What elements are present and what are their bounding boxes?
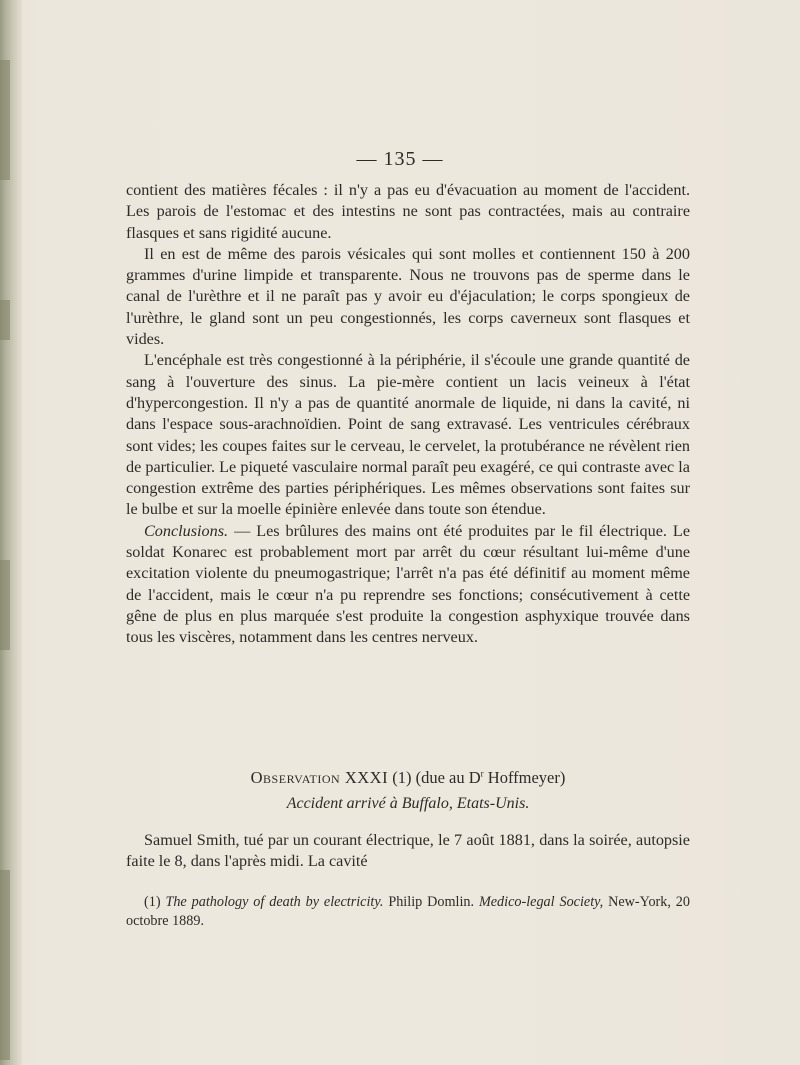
footnote bbox=[126, 893, 690, 931]
paragraph: Samuel Smith, tué par un courant électrique, le 7 août 1881, dans la soirée, autopsie faite le 8, dans l'après midi. La cavité bbox=[126, 831, 690, 871]
observation-attribution: (due au $D^r$ Hoffmeyer) bbox=[415, 768, 566, 787]
footnote-society: Medico-legal Society, bbox=[478, 894, 604, 910]
observation-note-ref: (1) bbox=[392, 768, 412, 787]
observation-text bbox=[126, 830, 690, 873]
paragraph bbox=[126, 521, 690, 649]
footnote-title: The pathology of death by electricity. bbox=[165, 894, 384, 910]
main-text bbox=[126, 180, 690, 649]
paragraph: Il en est de même des parois vésicales qui sont molles et contiennent 150 à 200 grammes d'urine limpide et transparente. Nous ne trouvons pas de sperme dans le canal de l'urèthre et il ne paraît pas y avoir eu d'éjaculation; le corps spongieux de l'urèthre, le gland sont un peu congestionnés, les corps caverneux sont flasques et vides. bbox=[126, 244, 690, 349]
footnote-place-date: New-York, 20 octobre 1889. bbox=[126, 894, 690, 929]
footnote-author: Philip Domlin. bbox=[383, 894, 479, 910]
binding-stain bbox=[0, 870, 10, 1060]
observation-subtitle: Accident arrivé à Buffalo, Etats-Unis. bbox=[286, 795, 530, 812]
paragraph: L'encéphale est très congestionné à la périphérie, il s'écoule une grande quantité de sang à l'ouverture des sinus. La pie-mère contient un lacis veineux à l'état d'hypercongestion. Il n'y a pas de quantité anormale de liquide, ni dans la cavité, ni dans l'espace sous-arachnoïdien. Point de sang extravasé. Les ventricules cérébraux sont vides; les coupes faites sur le cerveau, le cervelet, la protubérance ne révèlent rien de particulier. Le piqueté vasculaire normal paraît peu exagéré, ce qui contraste avec la congestion extrême des parties périphériques. Les mêmes observations sont faites sur le bulbe et sur la moelle épinière enlevée dans toute son étendue. bbox=[126, 351, 690, 519]
conclusions-text: — Les brûlures des mains ont été produites par le fil électrique. Le soldat Konarec est probablement mort par arrêt du cœur résultant lui-même d'une excitation violente du pneumogastrique; l'arrêt n'a pas été définitif au moment même de l'accident, mais le cœur n'a pu reprendre ses fonctions; consécutivement à cette gêne de plus en plus marquée s'est produite la congestion asphyxique trouvée dans tous les viscères, notamment dans les centres nerveux. bbox=[126, 521, 690, 647]
observation-title bbox=[126, 767, 690, 789]
paragraph: contient des matières fécales : il n'y a pas eu d'évacuation au moment de l'accident. Les parois de l'estomac et des intestins ne sont pas contractées, mais au contraire flasques et sans rigidité aucune. bbox=[126, 181, 690, 242]
footnote-marker: (1) bbox=[144, 894, 161, 910]
observation-label: Observation XXXI bbox=[250, 768, 389, 787]
conclusions-heading: Conclusions. bbox=[144, 521, 229, 540]
binding-stain bbox=[0, 300, 10, 340]
page-number: — 135 — bbox=[356, 148, 444, 170]
footnote-text bbox=[126, 893, 690, 931]
binding-stain bbox=[0, 560, 10, 650]
